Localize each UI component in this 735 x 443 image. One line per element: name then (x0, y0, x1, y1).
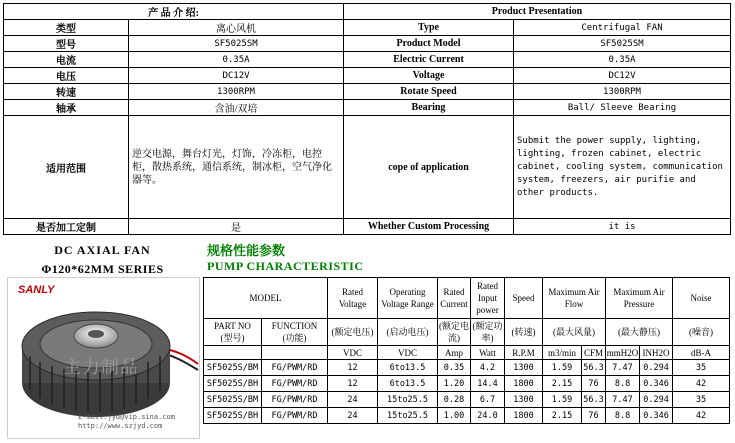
cell-speed: 1300 (505, 392, 543, 408)
unit-part-blank (204, 346, 262, 360)
en-value-model: SF5025SM (514, 36, 731, 52)
speed-header: Speed (505, 278, 543, 319)
cell-airflow-m3: 1.59 (543, 360, 582, 376)
table-row (204, 392, 730, 408)
en-label-custom: Whether Custom Processing (344, 219, 514, 235)
cell-airflow-m3: 2.15 (543, 376, 582, 392)
max-airflow-cn: (最大风量) (543, 319, 606, 346)
contact-website: http://www.szjyd.com (78, 422, 163, 430)
cell-pressure-mm: 8.8 (606, 408, 640, 424)
cn-label-speed: 转速 (4, 84, 129, 100)
cell-current: 1.20 (438, 376, 471, 392)
en-label-type: Type (344, 20, 514, 36)
en-value-current: 0.35A (514, 52, 731, 68)
cn-value-voltage: DC12V (129, 68, 344, 84)
watermark-text: 主力制品 (63, 357, 139, 378)
cell-range: 15to25.5 (378, 408, 438, 424)
cell-voltage: 12 (328, 376, 378, 392)
cn-value-type: 离心风机 (129, 20, 344, 36)
cell-function: FG/PWM/RD (262, 376, 328, 392)
rated-current-cn: (额定电流) (438, 319, 471, 346)
cell-function: FG/PWM/RD (262, 408, 328, 424)
cell-pressure-mm: 7.47 (606, 360, 640, 376)
product-title-line1: DC AXIAL FAN (54, 243, 151, 257)
unit-airflow-cfm: CFM (582, 346, 606, 360)
cell-part: SF5025S/BM (204, 392, 262, 408)
cell-airflow-m3: 1.59 (543, 392, 582, 408)
cell-range: 15to25.5 (378, 392, 438, 408)
en-label-application: cope of application (344, 116, 514, 219)
rated-voltage-cn: (额定电压) (328, 319, 378, 346)
unit-function-blank (262, 346, 328, 360)
cell-part: SF5025S/BH (204, 376, 262, 392)
cell-power: 4.2 (471, 360, 505, 376)
product-photo (7, 277, 200, 439)
rated-input-cn: (额定功率) (471, 319, 505, 346)
noise-header: Noise (673, 278, 730, 319)
model-header: MODEL (204, 278, 328, 319)
cell-airflow-cfm: 76 (582, 408, 606, 424)
cell-range: 6to13.5 (378, 376, 438, 392)
product-title-line2: Φ120*62MM SERIES (41, 262, 164, 276)
cell-pressure-mm: 7.47 (606, 392, 640, 408)
function-label: FUNCTION (271, 321, 318, 331)
cell-speed: 1300 (505, 360, 543, 376)
cell-function: FG/PWM/RD (262, 360, 328, 376)
unit-voltage: VDC (328, 346, 378, 360)
noise-cn: (噪音) (673, 319, 730, 346)
cell-pressure-inh: 0.294 (640, 360, 673, 376)
table-row (204, 376, 730, 392)
max-pressure-header: Maximum Air Pressure (606, 278, 673, 319)
brand-logo: SANLY (18, 284, 55, 296)
en-value-voltage: DC12V (514, 68, 731, 84)
contact-info (78, 413, 175, 431)
cn-label-custom: 是否加工定制 (4, 219, 129, 235)
rated-input-header: Rated Input power (471, 278, 505, 319)
cn-value-current: 0.35A (129, 52, 344, 68)
unit-pressure-mm: mmH2O (606, 347, 639, 358)
table-row (204, 408, 730, 424)
cn-label-voltage: 电压 (4, 68, 129, 84)
cell-function: FG/PWM/RD (262, 392, 328, 408)
cell-voltage: 12 (328, 360, 378, 376)
en-label-bearing: Bearing (344, 100, 514, 116)
max-airflow-header: Maximum Air Flow (543, 278, 606, 319)
cell-part: SF5025S/BM (204, 360, 262, 376)
cn-value-bearing: 含油/双培 (129, 100, 344, 116)
rated-voltage-header: Rated Voltage (328, 278, 378, 319)
unit-op-voltage: VDC (378, 346, 438, 360)
en-label-model: Product Model (344, 36, 514, 52)
unit-noise: dB-A (673, 346, 730, 360)
operating-voltage-header: Operating Voltage Range (378, 278, 438, 319)
cn-label-type: 类型 (4, 20, 129, 36)
cn-value-custom: 是 (129, 219, 344, 235)
cn-label-bearing: 轴承 (4, 100, 129, 116)
cn-value-model: SF5025SM (129, 36, 344, 52)
cell-power: 6.7 (471, 392, 505, 408)
en-label-voltage: Voltage (344, 68, 514, 84)
part-no-cn-label: (型号) (220, 333, 245, 343)
cn-label-current: 电流 (4, 52, 129, 68)
en-value-type: Centrifugal FAN (514, 20, 731, 36)
en-label-speed: Rotate Speed (344, 84, 514, 100)
cell-voltage: 24 (328, 408, 378, 424)
operating-voltage-cn: (启动电压) (378, 319, 438, 346)
max-pressure-cn: (最大静压) (606, 319, 673, 346)
contact-email: E-mail:jyd@vip.sina.com (78, 413, 175, 421)
cell-airflow-cfm: 76 (582, 376, 606, 392)
characteristic-title-en: PUMP CHARACTERISTIC (207, 259, 364, 273)
en-value-application: Submit the power supply, lighting, lighting, frozen cabinet, electric cabinet, cooling system, communication system, freezers, air purifie and other products. (514, 116, 731, 219)
unit-current: Amp (438, 346, 471, 360)
presentation-table (3, 3, 731, 235)
cell-current: 1.00 (438, 408, 471, 424)
cell-noise: 35 (673, 360, 730, 376)
part-no-header (204, 319, 262, 346)
cell-pressure-inh: 0.294 (640, 392, 673, 408)
cell-pressure-mm: 8.8 (606, 376, 640, 392)
table-row (204, 360, 730, 376)
en-value-custom: it is (514, 219, 731, 235)
cell-noise: 42 (673, 376, 730, 392)
rated-current-header: Rated Current (438, 278, 471, 319)
cell-noise: 42 (673, 408, 730, 424)
cell-current: 0.35 (438, 360, 471, 376)
cn-header: 产 品 介 绍: (4, 4, 344, 20)
unit-power: Watt (471, 346, 505, 360)
en-value-speed: 1300RPM (514, 84, 731, 100)
cell-pressure-inh: 0.346 (640, 408, 673, 424)
en-label-current: Electric Current (344, 52, 514, 68)
cell-current: 0.28 (438, 392, 471, 408)
en-value-bearing: Ball/ Sleeve Bearing (514, 100, 731, 116)
function-cn-label: (功能) (282, 333, 307, 343)
unit-airflow-m3: m3/min (543, 346, 582, 360)
cell-speed: 1800 (505, 376, 543, 392)
cn-value-speed: 1300RPM (129, 84, 344, 100)
cn-value-application: 逆交电源，舞台灯光，灯饰，冷冻柜，电控柜，散热系统，通信系统，制冰柜，空气净化器等。 (129, 116, 344, 219)
cell-airflow-cfm: 56.3 (582, 392, 606, 408)
spec-table (203, 277, 730, 424)
cell-voltage: 24 (328, 392, 378, 408)
en-header: Product Presentation (344, 4, 731, 20)
cell-noise: 35 (673, 392, 730, 408)
cell-airflow-m3: 2.15 (543, 408, 582, 424)
cell-range: 6to13.5 (378, 360, 438, 376)
part-no-label: PART NO (214, 321, 251, 331)
cell-part: SF5025S/BH (204, 408, 262, 424)
unit-speed: R.P.M (505, 346, 543, 360)
cn-label-model: 型号 (4, 36, 129, 52)
unit-pressure-inh: INH2O (640, 346, 673, 360)
function-header (262, 319, 328, 346)
cell-power: 24.0 (471, 408, 505, 424)
cn-label-application: 适用范围 (4, 116, 129, 219)
cell-airflow-cfm: 56.3 (582, 360, 606, 376)
characteristic-title-cn: 规格性能参数 (207, 244, 286, 259)
speed-cn: (转速) (505, 319, 543, 346)
cell-power: 14.4 (471, 376, 505, 392)
cell-speed: 1800 (505, 408, 543, 424)
cell-pressure-inh: 0.346 (640, 376, 673, 392)
